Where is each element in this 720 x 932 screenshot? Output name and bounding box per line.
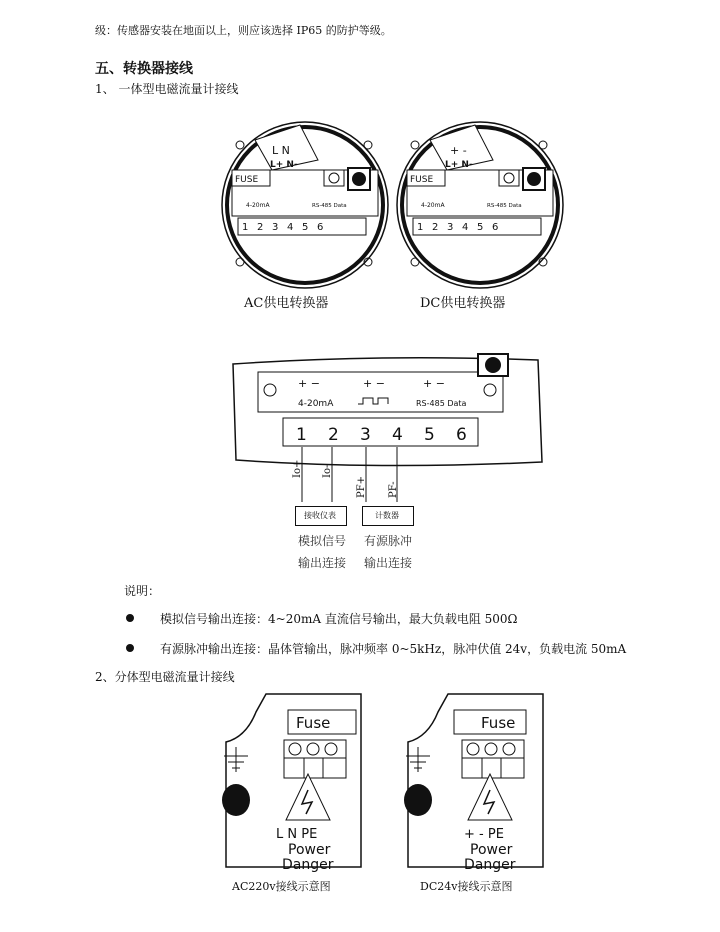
dc-lpn-label: L+ N- bbox=[445, 160, 473, 170]
detail-terminal-1: 1 bbox=[296, 425, 307, 445]
ac-terminal-6: 6 bbox=[317, 222, 324, 233]
ac-converter-diagram bbox=[220, 120, 390, 290]
dc-terminal-3: 3 bbox=[447, 222, 454, 233]
ac-terminal-3: 3 bbox=[272, 222, 279, 233]
terminal-detail-diagram bbox=[228, 352, 548, 492]
svg-text:+ −: + − bbox=[423, 377, 445, 390]
ac220-wiring-diagram bbox=[216, 692, 366, 872]
wire-pf-plus: PF+ bbox=[356, 475, 367, 498]
dc-converter-caption: DC供电转换器 bbox=[420, 296, 506, 311]
dc24-caption: DC24v接线示意图 bbox=[420, 880, 513, 893]
dc-terminal-6: 6 bbox=[492, 222, 499, 233]
bullet-dot bbox=[126, 644, 134, 652]
dc-terminal-5: 5 bbox=[477, 222, 484, 233]
svg-text:+ −: + − bbox=[363, 377, 385, 390]
section-heading: 五、转换器接线 bbox=[95, 61, 193, 77]
dc-out3: RS-485 Data bbox=[487, 203, 522, 209]
analog-caption-line2: 输出连接 bbox=[298, 556, 347, 570]
dc-terminal-4: 4 bbox=[462, 222, 469, 233]
dc-out1: 4-20mA bbox=[421, 202, 445, 209]
wire-io-plus: Io+ bbox=[292, 459, 303, 478]
wire-io-minus: Io- bbox=[322, 464, 333, 478]
wire-pf-minus: PF- bbox=[388, 481, 399, 498]
sub1-heading: 1、 一体型电磁流量计接线 bbox=[95, 82, 239, 96]
ac-danger: Danger bbox=[282, 857, 334, 873]
ac-terms: L N PE bbox=[276, 827, 318, 842]
dc-terminal-1: 1 bbox=[417, 222, 424, 233]
bullet-analog: 模拟信号输出连接：4~20mA 直流信号输出，最大负载电阻 500Ω bbox=[160, 612, 518, 626]
ac-fuse: FUSE bbox=[235, 175, 259, 185]
ac-terminal-4: 4 bbox=[287, 222, 294, 233]
bullet-pulse: 有源脉冲输出连接：晶体管输出，脉冲频率 0~5kHz，脉冲伏值 24v，负载电流 50mA bbox=[160, 642, 627, 656]
ac-terminal-2: 2 bbox=[257, 222, 264, 233]
ac-out3: RS-485 Data bbox=[312, 203, 347, 209]
intro-line: 级：传感器安装在地面以上，则应该选择 IP65 的防护等级。 bbox=[95, 24, 392, 37]
detail-terminal-5: 5 bbox=[424, 425, 435, 445]
ac-power: Power bbox=[288, 842, 331, 858]
dc-power: Power bbox=[470, 842, 513, 858]
ac-lpn-label: L+ N- bbox=[270, 160, 298, 170]
ac-converter-caption: AC供电转换器 bbox=[244, 296, 329, 311]
ac-terminal-1: 1 bbox=[242, 222, 249, 233]
pulse-caption-line2: 输出连接 bbox=[364, 556, 413, 570]
ac-split-fuse: Fuse bbox=[296, 714, 331, 732]
ac-out1: 4-20mA bbox=[246, 202, 270, 209]
explain-label: 说明： bbox=[124, 584, 161, 598]
ac-terminal-5: 5 bbox=[302, 222, 309, 233]
dc-terminal-2: 2 bbox=[432, 222, 439, 233]
ac-ln-label: L N bbox=[272, 144, 290, 157]
dc-pm-label: + - bbox=[450, 144, 467, 157]
dc24-wiring-diagram bbox=[398, 692, 548, 872]
detail-terminal-2: 2 bbox=[328, 425, 339, 445]
dc-fuse: FUSE bbox=[410, 175, 434, 185]
dc-danger: Danger bbox=[464, 857, 516, 873]
detail-terminal-4: 4 bbox=[392, 425, 403, 445]
ac220-caption: AC220v接线示意图 bbox=[232, 880, 331, 893]
detail-out3: RS-485 Data bbox=[416, 399, 467, 408]
dc-converter-diagram bbox=[395, 120, 565, 290]
detail-terminal-3: 3 bbox=[360, 425, 371, 445]
dc-terms: + - PE bbox=[464, 827, 504, 842]
analog-caption-line1: 模拟信号 bbox=[298, 534, 347, 548]
svg-text:+ −: + − bbox=[298, 377, 320, 390]
dc-split-fuse: Fuse bbox=[481, 714, 516, 732]
receiver-box-label: 接收仪表 bbox=[304, 511, 336, 520]
pulse-caption-line1: 有源脉冲 bbox=[364, 534, 413, 548]
bullet-dot bbox=[126, 614, 134, 622]
detail-terminal-6: 6 bbox=[456, 425, 467, 445]
sub2-heading: 2、分体型电磁流量计接线 bbox=[95, 670, 235, 684]
counter-box-label: 计数器 bbox=[375, 511, 399, 520]
detail-out1: 4-20mA bbox=[298, 399, 334, 409]
